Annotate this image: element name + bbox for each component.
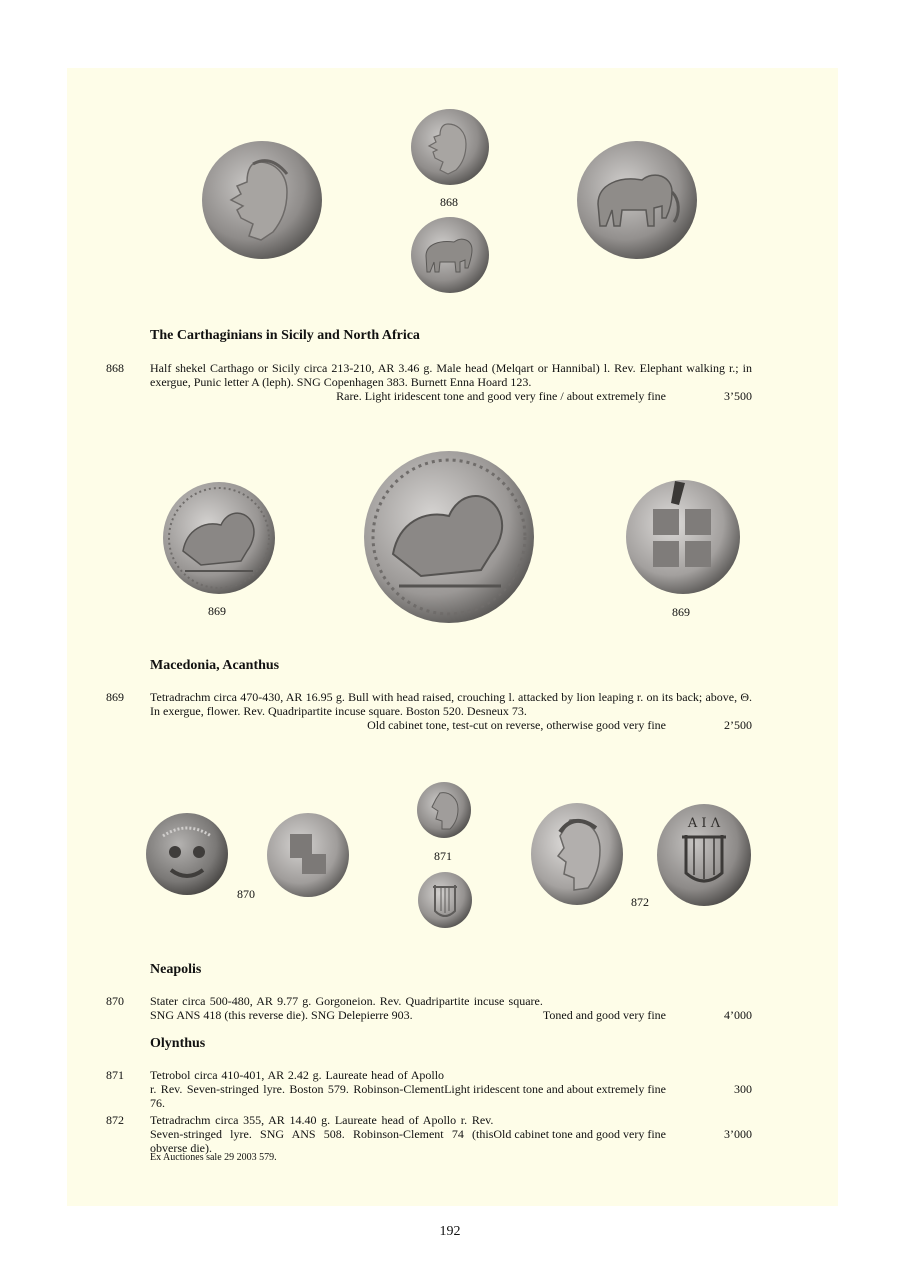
lot-number: 868: [106, 361, 124, 375]
coin-868-obverse-large: [201, 140, 323, 260]
lot-description: Half shekel Carthago or Sicily circa 213-210, AR 3.46 g. Male head (Melqart or Hannibal) l. Rev. Elephant walking r.; in exergue, Punic letter A (leph). SNG Copenhagen 383. Burnett Enna Hoard 123.: [150, 361, 752, 389]
lot-estimate: 4’000: [724, 1008, 752, 1022]
coin-label-869-right: 869: [672, 605, 690, 619]
lot-description: Old cabinet tone and good very fine 3’000 Tetradrachm circa 355, AR 14.40 g. Laureate head of Apollo r. Rev. Seven-stringed lyre. SNG ANS 508. Robinson-Clement 74 (this obverse die).: [150, 1113, 752, 1155]
coin-871-obverse: [416, 781, 472, 839]
coin-872-reverse: [656, 803, 752, 907]
coin-869-obverse-small: [161, 481, 277, 595]
lot-grade: Rare. Light iridescent tone and good very fine / about extremely fine: [336, 389, 666, 403]
lot-estimate: 3’000: [724, 1127, 752, 1141]
lot-description: Tetradrachm circa 470-430, AR 16.95 g. Bull with head raised, crouching l. attacked by lion leaping r. on its back; above, Θ. In exergue, flower. Rev. Quadripartite incuse square. Boston 520. Desneux 73.: [150, 690, 752, 718]
coin-868-reverse-small: [410, 216, 490, 294]
lot-number: 869: [106, 690, 124, 704]
lot-estimate: 3’500: [724, 389, 752, 403]
coin-label-871: 871: [434, 849, 452, 863]
coin-label-872: 872: [631, 895, 649, 909]
coin-872-obverse: [530, 802, 624, 906]
coin-label-868: 868: [440, 195, 458, 209]
lot-grade: Old cabinet tone and good very fine: [493, 1127, 666, 1141]
coin-label-869-left: 869: [208, 604, 226, 618]
coin-868-reverse-large: [576, 140, 698, 260]
provenance-note: Ex Auctiones sale 29 2003 579.: [150, 1152, 277, 1163]
coin-870-reverse: [266, 812, 350, 898]
lot-870: [106, 994, 752, 1022]
lot-grade: Light iridescent tone and about extremely fine: [444, 1082, 666, 1096]
section-heading-olynthus: Olynthus: [150, 1036, 206, 1051]
lot-number: 872: [106, 1113, 124, 1127]
section-heading-neapolis: Neapolis: [150, 962, 202, 977]
page-number: 192: [439, 1224, 461, 1239]
lot-description: Light iridescent tone and about extremely fine 300 Tetrobol circa 410-401, AR 2.42 g. Laureate head of Apollo r. Rev. Seven-stringed lyre. Boston 579. Robinson-Clement 76.: [150, 1068, 752, 1110]
coin-870-obverse: [145, 812, 229, 896]
coin-label-870: 870: [237, 887, 255, 901]
lot-grade: Toned and good very fine: [542, 1008, 666, 1022]
coin-869-reverse: [625, 479, 741, 595]
coin-871-reverse: [417, 871, 473, 929]
lot-description: Toned and good very fine 4’000 Stater circa 500-480, AR 9.77 g. Gorgoneion. Rev. Quadripartite incuse square. SNG ANS 418 (this reverse die). SNG Delepierre 903.: [150, 994, 752, 1022]
lot-number: 871: [106, 1068, 124, 1082]
lot-872: [106, 1113, 752, 1155]
lot-estimate: 2’500: [724, 718, 752, 732]
lot-868: [106, 361, 752, 403]
coin-872-legend: A I Λ: [687, 816, 721, 831]
lot-number: 870: [106, 994, 124, 1008]
lot-estimate: 300: [734, 1082, 752, 1096]
coin-869-obverse-large: [363, 450, 535, 624]
section-heading-carthage: The Carthaginians in Sicily and North Africa: [150, 328, 420, 343]
lot-871: [106, 1068, 752, 1110]
section-heading-macedonia: Macedonia, Acanthus: [150, 658, 280, 673]
coin-868-obverse-small: [410, 108, 490, 186]
lot-grade: Old cabinet tone, test-cut on reverse, otherwise good very fine: [367, 718, 666, 732]
lot-869: [106, 690, 752, 732]
